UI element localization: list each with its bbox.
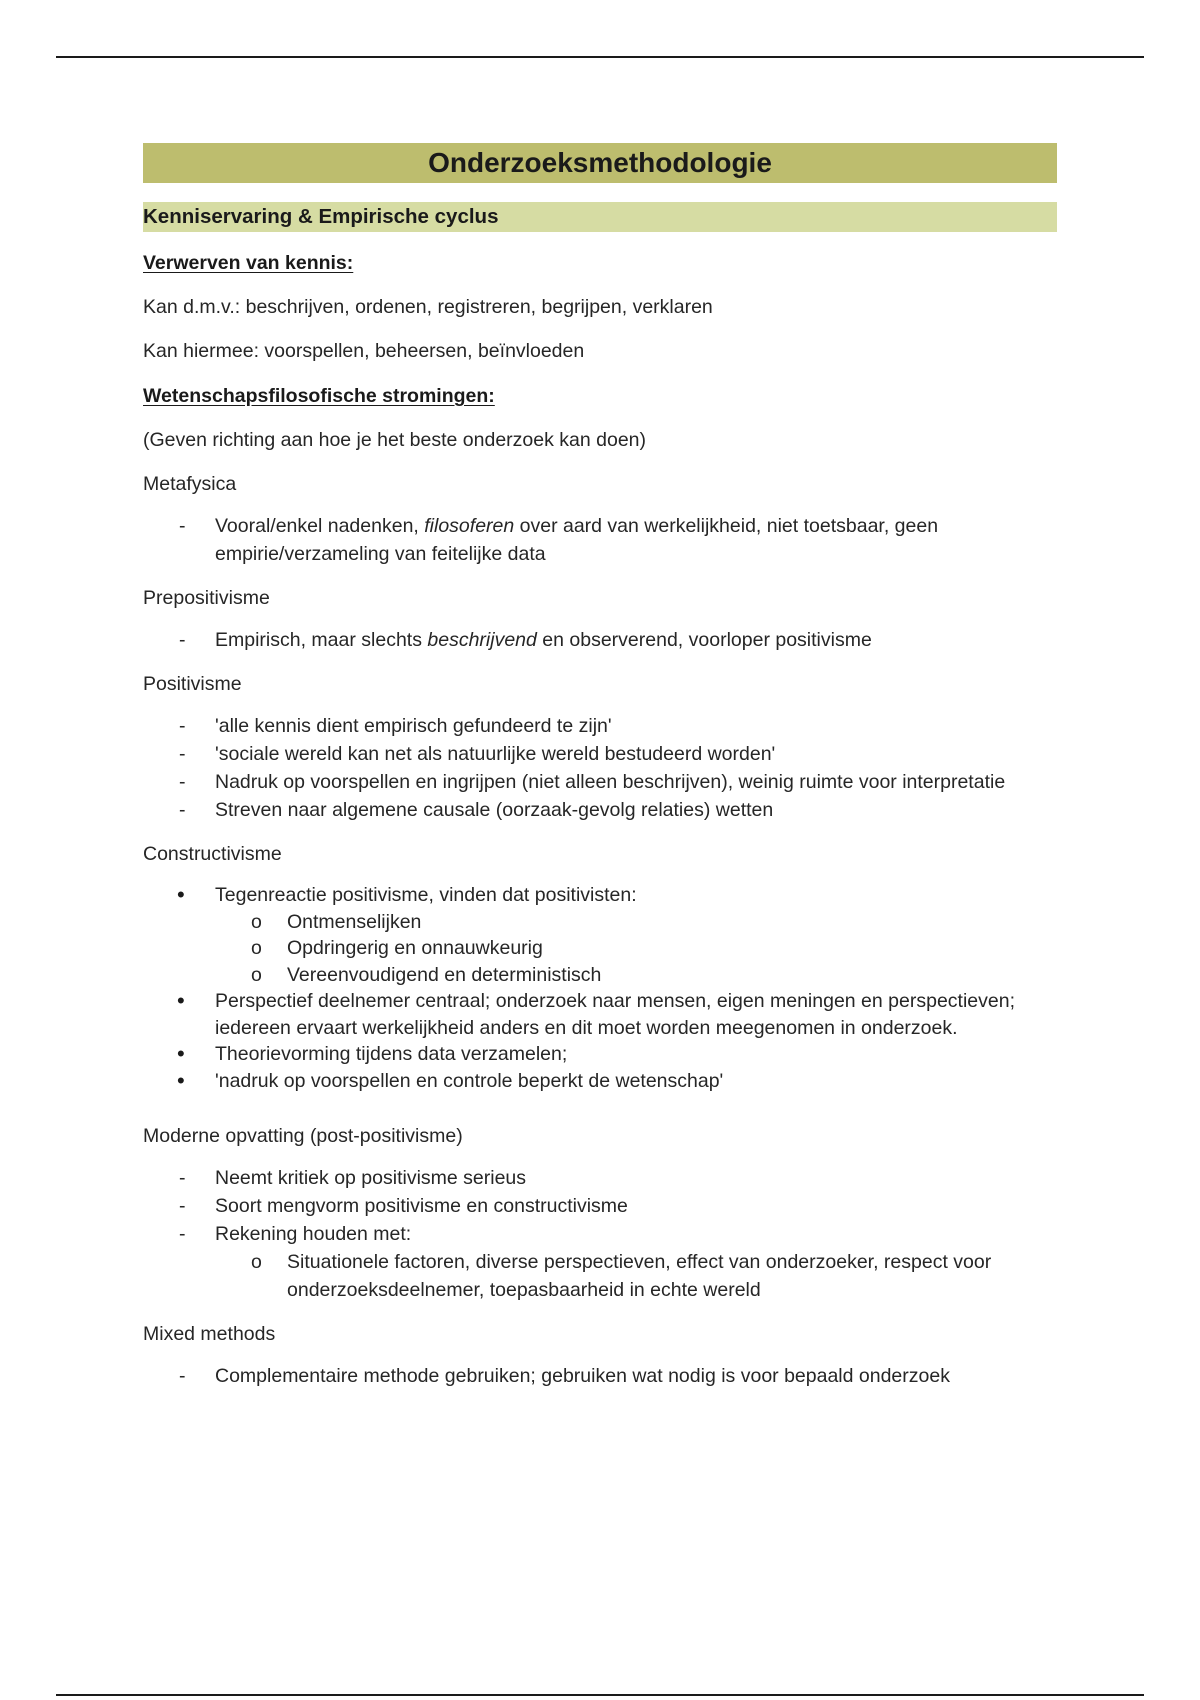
item-text: Vooral/enkel nadenken, xyxy=(215,515,425,537)
item-text: Opdringerig en onnauwkeurig xyxy=(287,937,543,959)
list-item xyxy=(143,882,1057,988)
list-item: - 'sociale wereld kan net als natuurlijke wereld bestudeerd worden' xyxy=(143,740,1057,768)
verwerven-line-1: Kan d.m.v.: beschrijven, ordenen, registreren, begrijpen, verklaren xyxy=(143,296,713,318)
list-item xyxy=(143,1220,1057,1304)
verwerven-line-2: Kan hiermee: voorspellen, beheersen, beïnvloeden xyxy=(143,340,585,362)
list-item xyxy=(143,626,1057,654)
constructivisme-list xyxy=(143,882,1057,1094)
mixed-list xyxy=(143,1362,1057,1390)
list-item: - Complementaire methode gebruiken; gebruiken wat nodig is voor bepaald onderzoek xyxy=(143,1362,1057,1390)
item-text: Situationele factoren, diverse perspectieven, effect van onderzoeker, respect voor onderzoeksdeelnemer, toepasbaarheid in echte wereld xyxy=(287,1251,992,1301)
document-title: Onderzoeksmethodologie xyxy=(143,143,1057,183)
modern-list xyxy=(143,1164,1057,1304)
section-heading: Kenniservaring & Empirische cyclus xyxy=(143,202,1057,232)
list-item: • Perspectief deelnemer centraal; onderzoek naar mensen, eigen meningen en perspectieven; iedereen ervaart werkelijkheid anders en dit moet worden meegenomen in onderzoek. xyxy=(143,988,1057,1041)
item-text: en observerend, voorloper positivisme xyxy=(536,629,872,651)
prepositivisme-title: Prepositivisme xyxy=(143,587,270,609)
list-item: • 'nadruk op voorspellen en controle beperkt de wetenschap' xyxy=(143,1068,1057,1095)
document-body xyxy=(143,143,1057,1390)
item-text: Tegenreactie positivisme, vinden dat positivisten: xyxy=(215,884,637,906)
list-item: - Streven naar algemene causale (oorzaak-gevolg relaties) wetten xyxy=(143,796,1057,824)
list-item: • Theorievorming tijdens data verzamelen; xyxy=(143,1041,1057,1068)
sub-list xyxy=(215,909,1057,989)
sub-bullet-marker: o xyxy=(251,910,262,933)
item-emphasis: filosoferen xyxy=(424,515,515,537)
item-text: Vereenvoudigend en deterministisch xyxy=(287,963,602,986)
list-item: - Neemt kritiek op positivisme serieus xyxy=(143,1164,1057,1192)
sub-bullet-marker: o xyxy=(251,937,262,959)
footer-rule xyxy=(56,1694,1144,1696)
stromingen-intro: (Geven richting aan hoe je het beste onderzoek kan doen) xyxy=(143,429,647,451)
heading-stromingen: Wetenschapsfilosofische stromingen: xyxy=(143,385,495,407)
item-text: Empirisch, maar slechts xyxy=(215,629,428,651)
item-text: over aard van werkelijkheid, niet toetsbaar, geen empirie/verzameling van feitelijke data xyxy=(215,515,939,565)
modern-title: Moderne opvatting (post-positivisme) xyxy=(143,1125,463,1147)
list-item: - Soort mengvorm positivisme en constructivisme xyxy=(143,1192,1057,1220)
sub-list-item xyxy=(215,909,1057,936)
metafysica-list xyxy=(143,512,1057,568)
sub-list-item xyxy=(215,1248,1057,1304)
item-emphasis: beschrijvend xyxy=(427,629,537,651)
mixed-title: Mixed methods xyxy=(143,1323,276,1345)
sub-list-item xyxy=(215,935,1057,962)
sub-list-item xyxy=(215,962,1057,989)
sub-list xyxy=(215,1248,1057,1304)
heading-verwerven: Verwerven van kennis: xyxy=(143,252,354,274)
sub-bullet-marker: o xyxy=(251,1251,262,1273)
positivisme-title: Positivisme xyxy=(143,673,242,695)
prepositivisme-list xyxy=(143,626,1057,654)
list-item xyxy=(143,512,1057,568)
sub-bullet-marker: o xyxy=(251,963,262,986)
positivisme-list xyxy=(143,712,1057,824)
metafysica-title: Metafysica xyxy=(143,473,237,495)
list-item: - Nadruk op voorspellen en ingrijpen (niet alleen beschrijven), weinig ruimte voor interpretatie xyxy=(143,768,1057,796)
header-rule xyxy=(56,56,1144,58)
item-text: Ontmenselijken xyxy=(287,910,422,933)
item-text: Rekening houden met: xyxy=(215,1223,412,1245)
constructivisme-title: Constructivisme xyxy=(143,843,282,865)
list-item: - 'alle kennis dient empirisch gefundeerd te zijn' xyxy=(143,712,1057,740)
